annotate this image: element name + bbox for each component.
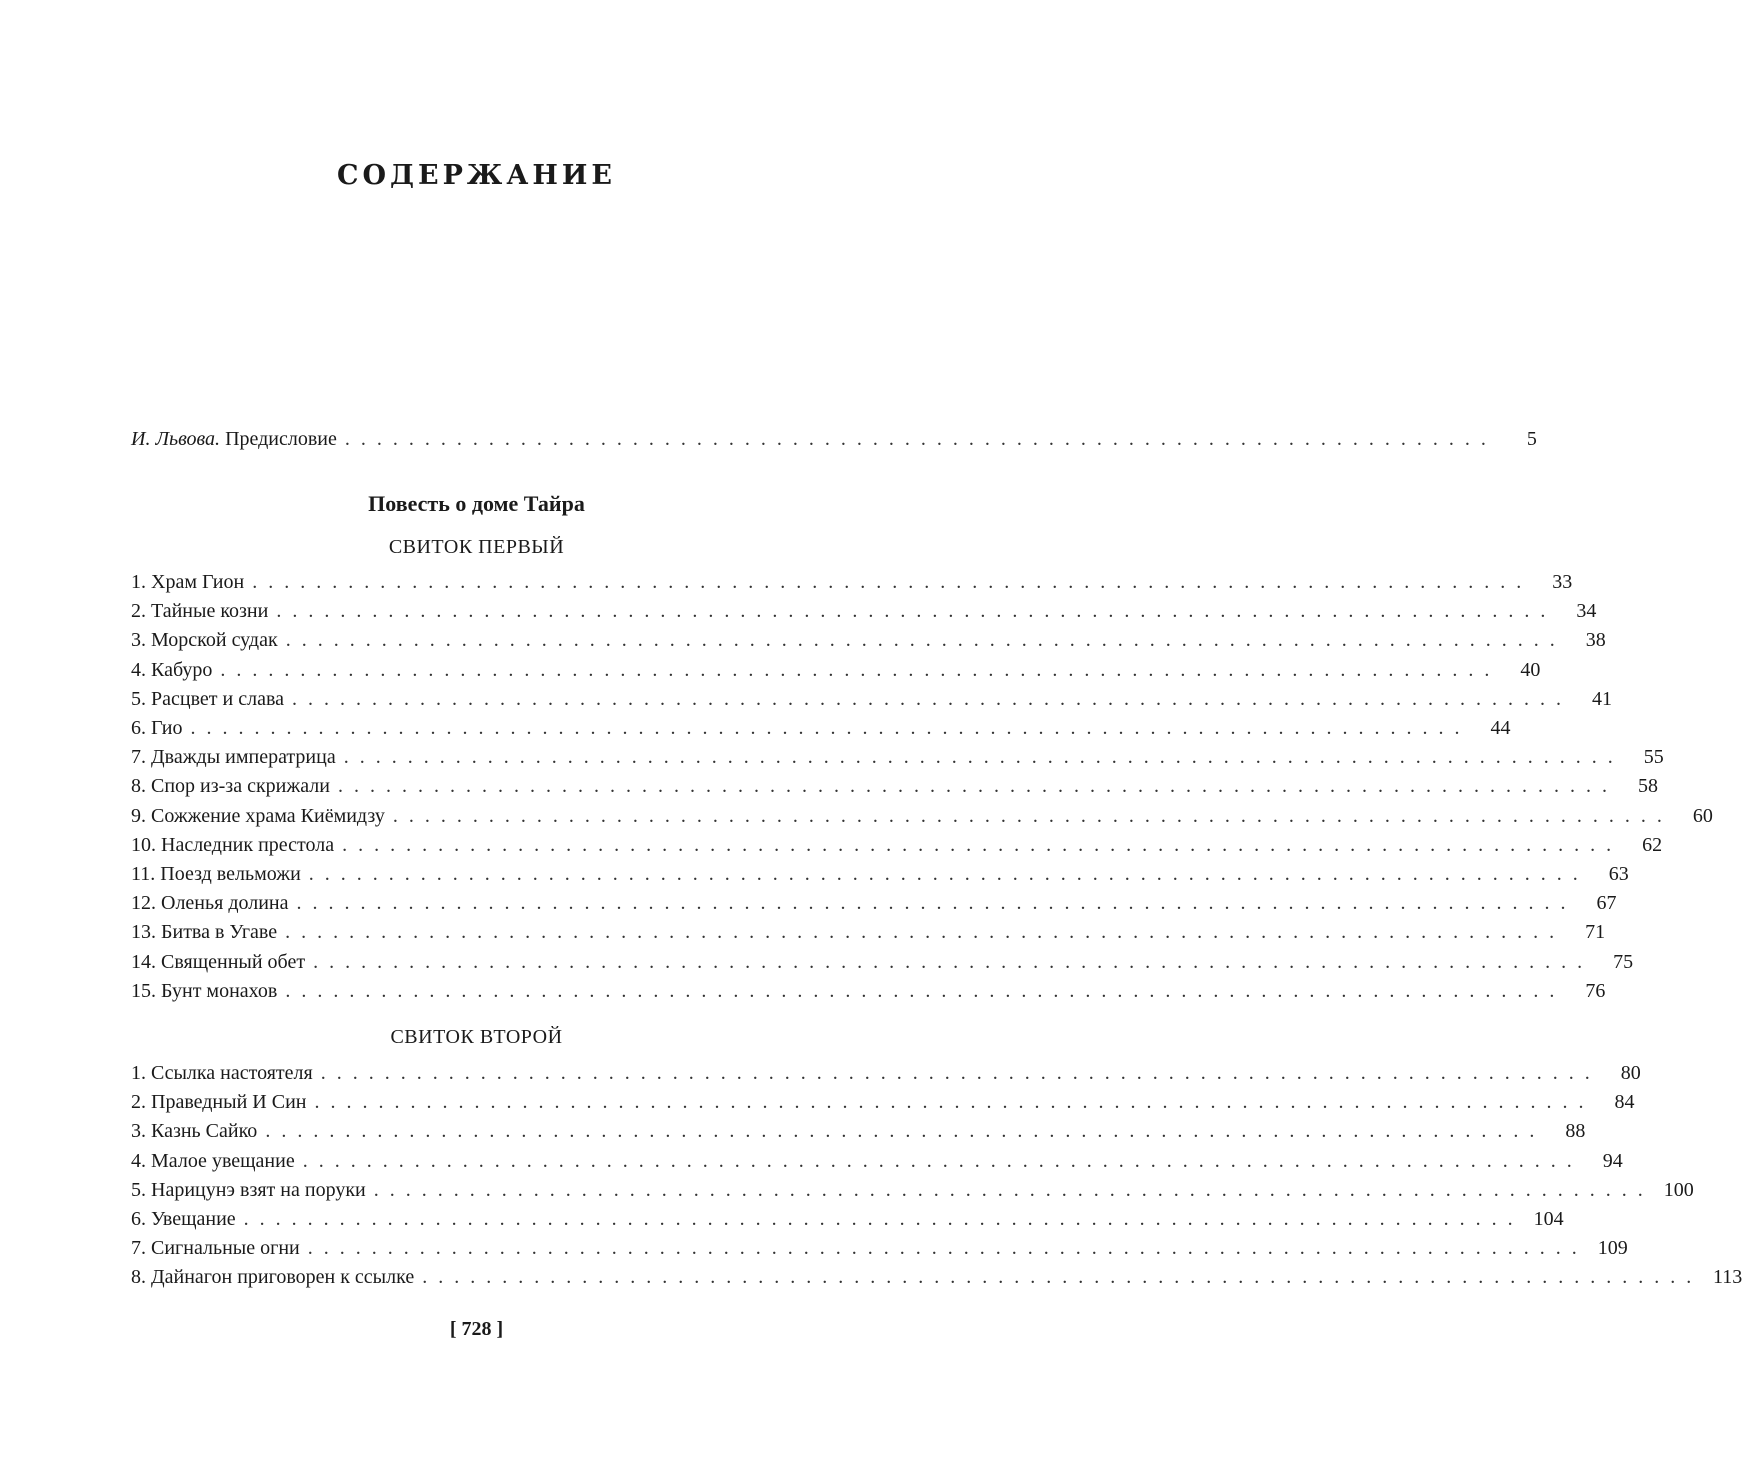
toc-entry-text: 8. Спор из-за скрижали bbox=[131, 775, 330, 798]
toc-page-number: 58 bbox=[1637, 775, 1658, 798]
toc-entry[interactable] bbox=[131, 830, 1663, 860]
dot-leader: . . . . . . . . . . . . . . . . . . . . . . . . . . . . . . . . . . . . . . . . . . . . . . . . . . . . . . . . . . . . . . . . . . . . . . . . . . . . . . . . bbox=[392, 804, 1665, 827]
dot-leader: . . . . . . . . . . . . . . . . . . . . . . . . . . . . . . . . . . . . . . . . . . . . . . . . . . . . . . . . . . . . . . . . . . . . . . . . . . . . . . . . bbox=[302, 1149, 1575, 1172]
toc-entry-text: 3. Казнь Сайко bbox=[131, 1120, 258, 1143]
toc-entry[interactable] bbox=[131, 801, 1713, 831]
toc-page-number: 104 bbox=[1533, 1208, 1564, 1230]
preface-title: Предисловие bbox=[220, 428, 337, 450]
dot-leader: . . . . . . . . . . . . . . . . . . . . . . . . . . . . . . . . . . . . . . . . . . . . . . . . . . . . . . . . . . . . . . . . . . . . . . . . . . . . . . . . bbox=[220, 658, 1493, 681]
toc-entry[interactable] bbox=[131, 947, 1634, 977]
toc-entry-text: 5. Нарицунэ взят на поруки bbox=[131, 1178, 366, 1201]
toc-page-number: 63 bbox=[1608, 863, 1629, 885]
toc-entry[interactable] bbox=[131, 625, 1606, 655]
toc-entry-text: 11. Поезд вельможи bbox=[131, 863, 301, 885]
toc-page-number: 55 bbox=[1643, 746, 1664, 769]
toc-entry-text: 6. Гио bbox=[131, 717, 183, 739]
toc-entry[interactable] bbox=[131, 1262, 1742, 1292]
toc-page-number: 44 bbox=[1490, 717, 1511, 739]
toc-page-number: 34 bbox=[1576, 600, 1597, 623]
dot-leader: . . . . . . . . . . . . . . . . . . . . . . . . . . . . . . . . . . . . . . . . . . . . . . . . . . . . . . . . . . . . . . . . . . . . . . . . . . . . . . . . bbox=[320, 1062, 1593, 1084]
dot-leader: . . . . . . . . . . . . . . . . . . . . . . . . . . . . . . . . . . . . . . . . . . . . . . . . . . . . . . . . . . . . . . . . . . . . . . . . . . . . . . . . bbox=[252, 571, 1525, 593]
dot-leader: . . . . . . . . . . . . . . . . . . . . . . . . . . . . . . . . . . . . . . . . . . . . . . . . . . . . . . . . . . . . . . . . . . . . . . . . . . . . . . . . bbox=[422, 1266, 1695, 1289]
toc-page-number: 33 bbox=[1552, 571, 1573, 593]
toc-page-number: 84 bbox=[1614, 1091, 1635, 1114]
dot-leader: . . . . . . . . . . . . . . . . . . . . . . . . . . . . . . . . . . . . . . . . . . . . . . . . . . . . . . . . . . . . . . . . . . . . . . . . bbox=[344, 428, 1489, 450]
toc-page-number: 88 bbox=[1565, 1120, 1586, 1143]
dot-leader: . . . . . . . . . . . . . . . . . . . . . . . . . . . . . . . . . . . . . . . . . . . . . . . . . . . . . . . . . . . . . . . . . . . . . . . . . . . . . . . . bbox=[292, 687, 1565, 710]
scroll-heading-1: СВИТОК ПЕРВЫЙ bbox=[388, 536, 565, 558]
toc-entry[interactable] bbox=[131, 1175, 1694, 1205]
toc-page-number: 100 bbox=[1663, 1178, 1694, 1201]
toc-entry[interactable] bbox=[131, 888, 1617, 918]
toc-page-number: 67 bbox=[1596, 892, 1617, 915]
toc-page-number: 75 bbox=[1613, 950, 1634, 973]
toc-entry-text: 14. Священный обет bbox=[131, 950, 306, 973]
toc-entry[interactable] bbox=[131, 713, 1511, 743]
dot-leader: . . . . . . . . . . . . . . . . . . . . . . . . . . . . . . . . . . . . . . . . . . . . . . . . . . . . . . . . . . . . . . . . . . . . . . . . . . . . . . . . bbox=[314, 1091, 1587, 1114]
toc-page-number: 76 bbox=[1585, 979, 1606, 1002]
scroll-heading-2: СВИТОК ВТОРОЙ bbox=[390, 1026, 563, 1048]
toc-page-number: 40 bbox=[1520, 658, 1541, 681]
dot-leader: . . . . . . . . . . . . . . . . . . . . . . . . . . . . . . . . . . . . . . . . . . . . . . . . . . . . . . . . . . . . . . . . . . . . . . . . . . . . . . . . bbox=[285, 629, 1558, 652]
toc-entry-text: 2. Праведный И Син bbox=[131, 1091, 307, 1114]
toc-entry[interactable] bbox=[131, 742, 1664, 772]
toc-page-number: 113 bbox=[1712, 1266, 1742, 1289]
toc-page-number: 80 bbox=[1620, 1062, 1641, 1084]
preface-author: И. Львова. bbox=[131, 428, 221, 450]
page-number-folio: [ 728 ] bbox=[449, 1318, 504, 1340]
page-title: СОДЕРЖАНИЕ bbox=[337, 160, 616, 191]
toc-entry[interactable] bbox=[131, 1116, 1586, 1146]
toc-entry-text: 1. Ссылка настоятеля bbox=[131, 1062, 313, 1084]
toc-entry-text bbox=[131, 424, 337, 454]
dot-leader: . . . . . . . . . . . . . . . . . . . . . . . . . . . . . . . . . . . . . . . . . . . . . . . . . . . . . . . . . . . . . . . . . . . . . . . . . . . . . . . . bbox=[190, 717, 1463, 739]
toc-entry[interactable] bbox=[131, 976, 1606, 1006]
toc-entry-text: 10. Наследник престола bbox=[131, 833, 335, 856]
toc-entry-preface[interactable] bbox=[131, 424, 1537, 454]
dot-leader: . . . . . . . . . . . . . . . . . . . . . . . . . . . . . . . . . . . . . . . . . . . . . . . . . . . . . . . . . . . . . . . . . . . . . . . . . . . . . . . . bbox=[243, 1208, 1516, 1230]
toc-page-number: 62 bbox=[1642, 833, 1663, 856]
toc-entry-text: 15. Бунт монахов bbox=[131, 979, 278, 1002]
toc-page-number: 109 bbox=[1597, 1237, 1628, 1260]
toc-entry[interactable] bbox=[131, 859, 1629, 889]
dot-leader: . . . . . . . . . . . . . . . . . . . . . . . . . . . . . . . . . . . . . . . . . . . . . . . . . . . . . . . . . . . . . . . . . . . . . . . . . . . . . . . . bbox=[343, 746, 1616, 769]
toc-entry[interactable] bbox=[131, 917, 1606, 947]
toc-entry-text: 7. Дважды императрица bbox=[131, 746, 336, 769]
dot-leader: . . . . . . . . . . . . . . . . . . . . . . . . . . . . . . . . . . . . . . . . . . . . . . . . . . . . . . . . . . . . . . . . . . . . . . . . . . . . . . . . bbox=[373, 1178, 1646, 1201]
toc-entry[interactable] bbox=[131, 1146, 1623, 1176]
toc-entry[interactable] bbox=[131, 1058, 1641, 1088]
toc-page-number: 71 bbox=[1585, 921, 1606, 944]
toc-entry[interactable] bbox=[131, 1204, 1564, 1234]
book-title: Повесть о доме Тайра bbox=[368, 491, 585, 516]
toc-page-number: 41 bbox=[1592, 687, 1613, 710]
toc-entry-text: 13. Битва в Угаве bbox=[131, 921, 278, 944]
toc-entry[interactable] bbox=[131, 684, 1613, 714]
dot-leader: . . . . . . . . . . . . . . . . . . . . . . . . . . . . . . . . . . . . . . . . . . . . . . . . . . . . . . . . . . . . . . . . . . . . . . . . . . . . . . . . bbox=[313, 950, 1586, 973]
toc-entry-text: 4. Малое увещание bbox=[131, 1149, 295, 1172]
toc-entry-text: 4. Кабуро bbox=[131, 658, 213, 681]
toc-entry-text: 9. Сожжение храма Киёмидзу bbox=[131, 804, 385, 827]
toc-entry[interactable] bbox=[131, 567, 1573, 597]
dot-leader: . . . . . . . . . . . . . . . . . . . . . . . . . . . . . . . . . . . . . . . . . . . . . . . . . . . . . . . . . . . . . . . . . . . . . . . . . . . . . . . . bbox=[307, 1237, 1580, 1260]
toc-entry[interactable] bbox=[131, 655, 1541, 685]
toc-page-number: 38 bbox=[1585, 629, 1606, 652]
dot-leader: . . . . . . . . . . . . . . . . . . . . . . . . . . . . . . . . . . . . . . . . . . . . . . . . . . . . . . . . . . . . . . . . . . . . . . . . . . . . . . . . bbox=[308, 863, 1581, 885]
dot-leader: . . . . . . . . . . . . . . . . . . . . . . . . . . . . . . . . . . . . . . . . . . . . . . . . . . . . . . . . . . . . . . . . . . . . . . . . . . . . . . . . bbox=[342, 833, 1615, 856]
toc-entry-text: 12. Оленья долина bbox=[131, 892, 289, 915]
dot-leader: . . . . . . . . . . . . . . . . . . . . . . . . . . . . . . . . . . . . . . . . . . . . . . . . . . . . . . . . . . . . . . . . . . . . . . . . . . . . . . . . bbox=[337, 775, 1610, 798]
toc-entry-text: 6. Увещание bbox=[131, 1208, 236, 1230]
toc-entry-text: 5. Расцвет и слава bbox=[131, 687, 285, 710]
toc-page-number: 60 bbox=[1692, 804, 1713, 827]
toc-entry[interactable] bbox=[131, 771, 1658, 801]
toc-page-number: 94 bbox=[1602, 1149, 1623, 1172]
toc-entry-text: 3. Морской судак bbox=[131, 629, 278, 652]
dot-leader: . . . . . . . . . . . . . . . . . . . . . . . . . . . . . . . . . . . . . . . . . . . . . . . . . . . . . . . . . . . . . . . . . . . . . . . . . . . . . . . . bbox=[285, 979, 1558, 1002]
dot-leader: . . . . . . . . . . . . . . . . . . . . . . . . . . . . . . . . . . . . . . . . . . . . . . . . . . . . . . . . . . . . . . . . . . . . . . . . . . . . . . . . bbox=[265, 1120, 1538, 1143]
toc-entry-text: 2. Тайные козни bbox=[131, 600, 269, 623]
toc-entry-text: 7. Сигнальные огни bbox=[131, 1237, 300, 1260]
toc-entry[interactable] bbox=[131, 1233, 1628, 1263]
dot-leader: . . . . . . . . . . . . . . . . . . . . . . . . . . . . . . . . . . . . . . . . . . . . . . . . . . . . . . . . . . . . . . . . . . . . . . . . . . . . . . . . bbox=[276, 600, 1549, 623]
toc-entry-text: 8. Дайнагон приговорен к ссылке bbox=[131, 1266, 415, 1289]
dot-leader: . . . . . . . . . . . . . . . . . . . . . . . . . . . . . . . . . . . . . . . . . . . . . . . . . . . . . . . . . . . . . . . . . . . . . . . . . . . . . . . . bbox=[285, 921, 1558, 944]
dot-leader: . . . . . . . . . . . . . . . . . . . . . . . . . . . . . . . . . . . . . . . . . . . . . . . . . . . . . . . . . . . . . . . . . . . . . . . . . . . . . . . . bbox=[296, 892, 1569, 915]
toc-entry-text: 1. Храм Гион bbox=[131, 571, 245, 593]
toc-page-number: 5 bbox=[1526, 428, 1537, 450]
toc-entry[interactable] bbox=[131, 1087, 1635, 1117]
toc-entry[interactable] bbox=[131, 596, 1597, 626]
